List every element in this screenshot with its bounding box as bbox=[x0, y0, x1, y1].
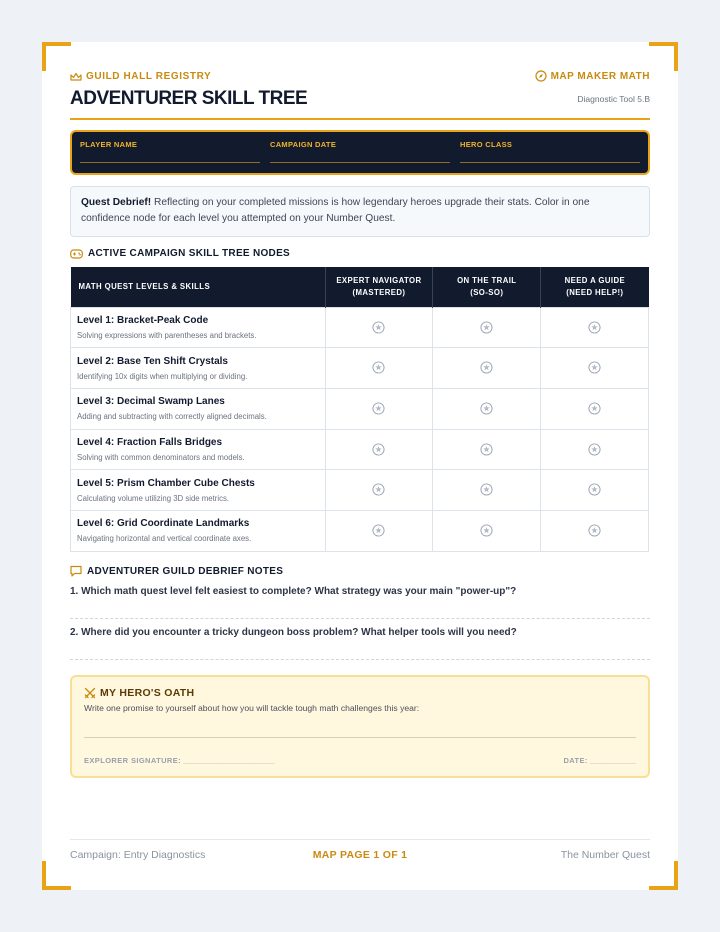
brand-text: MAP MAKER MATH bbox=[550, 70, 650, 82]
oath-date[interactable]: DATE: __________ bbox=[563, 756, 636, 765]
table-row bbox=[71, 388, 649, 429]
expert-header-line1: EXPERT NAVIGATOR bbox=[336, 275, 422, 285]
answer-line-2[interactable] bbox=[70, 659, 650, 660]
confidence-node-expert[interactable] bbox=[325, 510, 433, 551]
page-header bbox=[70, 70, 650, 120]
skill-name: Level 6: Grid Coordinate Landmarks bbox=[77, 518, 250, 530]
star-node-icon[interactable] bbox=[372, 483, 385, 496]
campaign-date-line bbox=[270, 162, 450, 163]
star-node-icon[interactable] bbox=[372, 524, 385, 537]
star-node-icon[interactable] bbox=[480, 402, 493, 415]
star-node-icon[interactable] bbox=[588, 483, 601, 496]
star-node-icon[interactable] bbox=[372, 321, 385, 334]
oath-instructions: Write one promise to yourself about how you will tackle tough math challenges this year: bbox=[84, 703, 420, 713]
column-header-expert bbox=[325, 267, 433, 307]
skill-section-heading bbox=[70, 248, 290, 259]
table-row bbox=[71, 307, 649, 348]
answer-line-1[interactable] bbox=[70, 618, 650, 619]
confidence-node-trail[interactable] bbox=[433, 348, 541, 389]
oath-heading bbox=[84, 687, 636, 699]
hero-class-field[interactable] bbox=[460, 132, 640, 173]
trail-header-line2: (SO-SO) bbox=[470, 287, 504, 297]
confidence-node-guide[interactable] bbox=[541, 510, 649, 551]
quest-debrief-box bbox=[70, 186, 650, 237]
skill-name: Level 2: Base Ten Shift Crystals bbox=[77, 355, 228, 367]
star-node-icon[interactable] bbox=[588, 443, 601, 456]
confidence-node-trail[interactable] bbox=[433, 388, 541, 429]
confidence-node-guide[interactable] bbox=[541, 429, 649, 470]
confidence-node-expert[interactable] bbox=[325, 470, 433, 511]
skill-description: Adding and subtracting with correctly aligned decimals. bbox=[77, 412, 267, 422]
hero-class-line bbox=[460, 162, 640, 163]
column-header-skill: MATH QUEST LEVELS & SKILLS bbox=[71, 267, 326, 307]
reflection-question-2: 2. Where did you encounter a tricky dungeon boss problem? What helper tools will you need? bbox=[70, 627, 517, 638]
notes-section-heading bbox=[70, 565, 283, 577]
skill-name: Level 3: Decimal Swamp Lanes bbox=[77, 396, 225, 408]
confidence-node-guide[interactable] bbox=[541, 388, 649, 429]
star-node-icon[interactable] bbox=[588, 524, 601, 537]
skill-cell bbox=[71, 388, 326, 429]
skill-description: Identifying 10x digits when multiplying or dividing. bbox=[77, 371, 248, 381]
chat-bubble-icon bbox=[70, 565, 82, 577]
star-node-icon[interactable] bbox=[372, 402, 385, 415]
kicker-label: GUILD HALL REGISTRY bbox=[86, 71, 212, 82]
compass-icon bbox=[535, 70, 547, 82]
campaign-date-label: CAMPAIGN DATE bbox=[270, 140, 337, 149]
skill-description: Solving expressions with parentheses and brackets. bbox=[77, 330, 257, 340]
skill-section-title: ACTIVE CAMPAIGN SKILL TREE NODES bbox=[88, 248, 291, 259]
confidence-node-trail[interactable] bbox=[433, 307, 541, 348]
confidence-node-expert[interactable] bbox=[325, 388, 433, 429]
skill-cell bbox=[71, 429, 326, 470]
skill-name: Level 5: Prism Chamber Cube Chests bbox=[77, 477, 255, 489]
table-row bbox=[71, 510, 649, 551]
confidence-node-expert[interactable] bbox=[325, 429, 433, 470]
footer-page-number: MAP PAGE 1 OF 1 bbox=[312, 849, 408, 861]
star-node-icon[interactable] bbox=[588, 321, 601, 334]
player-name-label: PLAYER NAME bbox=[80, 140, 138, 149]
confidence-node-expert[interactable] bbox=[325, 307, 433, 348]
column-header-guide bbox=[541, 267, 649, 307]
player-info-bar bbox=[70, 130, 650, 175]
confidence-node-trail[interactable] bbox=[433, 510, 541, 551]
notes-section-title: ADVENTURER GUILD DEBRIEF NOTES bbox=[87, 565, 284, 577]
confidence-node-guide[interactable] bbox=[541, 307, 649, 348]
corner-bracket-top-left bbox=[42, 42, 71, 71]
footer-series: The Number Quest bbox=[560, 849, 650, 861]
page-title: ADVENTURER SKILL TREE bbox=[70, 88, 308, 109]
star-node-icon[interactable] bbox=[480, 321, 493, 334]
corner-bracket-bottom-left bbox=[42, 861, 71, 890]
oath-title: MY HERO'S OATH bbox=[100, 687, 195, 699]
skill-cell bbox=[71, 307, 326, 348]
footer-campaign: Campaign: Entry Diagnostics bbox=[70, 849, 206, 861]
table-header-row bbox=[71, 267, 649, 307]
confidence-node-trail[interactable] bbox=[433, 470, 541, 511]
expert-header-line2: (MASTERED) bbox=[352, 287, 406, 297]
table-row bbox=[71, 470, 649, 511]
worksheet-page bbox=[42, 42, 678, 890]
corner-bracket-top-right bbox=[649, 42, 678, 71]
explorer-signature[interactable]: EXPLORER SIGNATURE: ____________________ bbox=[84, 756, 275, 765]
column-header-trail bbox=[433, 267, 541, 307]
skill-cell bbox=[71, 510, 326, 551]
star-node-icon[interactable] bbox=[480, 361, 493, 374]
tool-version: Diagnostic Tool 5.B bbox=[577, 94, 650, 104]
table-row bbox=[71, 429, 649, 470]
skill-name: Level 1: Bracket-Peak Code bbox=[77, 314, 209, 326]
trail-header-line1: ON THE TRAIL bbox=[457, 275, 517, 285]
crown-icon bbox=[70, 72, 82, 82]
hero-oath-box bbox=[70, 675, 650, 778]
reflection-question-1: 1. Which math quest level felt easiest to complete? What strategy was your main "power-up"? bbox=[70, 586, 517, 597]
guide-header-line2: (NEED HELP!) bbox=[566, 287, 624, 297]
campaign-date-field[interactable] bbox=[270, 132, 450, 173]
brand-label bbox=[535, 70, 650, 82]
skill-description: Calculating volume utilizing 3D side metrics. bbox=[77, 493, 230, 503]
table-row bbox=[71, 348, 649, 389]
skill-description: Solving with common denominators and models. bbox=[77, 452, 245, 462]
skill-tree-table bbox=[70, 267, 649, 552]
confidence-node-expert[interactable] bbox=[325, 348, 433, 389]
star-node-icon[interactable] bbox=[588, 402, 601, 415]
debrief-text: Reflecting on your completed missions is how legendary heroes upgrade their stats. Color in one confidence node for each level you attempted on your Number Quest. bbox=[81, 197, 590, 224]
corner-bracket-bottom-right bbox=[649, 861, 678, 890]
skill-name: Level 4: Fraction Falls Bridges bbox=[77, 436, 223, 448]
skill-description: Navigating horizontal and vertical coordinate axes. bbox=[77, 534, 252, 544]
skill-cell bbox=[71, 348, 326, 389]
header-kicker bbox=[70, 71, 211, 82]
star-node-icon[interactable] bbox=[372, 361, 385, 374]
star-node-icon[interactable] bbox=[588, 361, 601, 374]
crossed-swords-icon bbox=[84, 687, 96, 699]
confidence-node-guide[interactable] bbox=[541, 470, 649, 511]
star-node-icon[interactable] bbox=[372, 443, 385, 456]
confidence-node-guide[interactable] bbox=[541, 348, 649, 389]
oath-writing-line[interactable] bbox=[84, 737, 636, 738]
star-node-icon[interactable] bbox=[480, 483, 493, 496]
guide-header-line1: NEED A GUIDE bbox=[564, 275, 626, 285]
hero-class-label: HERO CLASS bbox=[460, 140, 513, 149]
gamepad-icon bbox=[70, 249, 83, 259]
player-name-line bbox=[80, 162, 260, 163]
star-node-icon[interactable] bbox=[480, 524, 493, 537]
page-footer bbox=[70, 839, 650, 869]
confidence-node-trail[interactable] bbox=[433, 429, 541, 470]
player-name-field[interactable] bbox=[80, 132, 260, 173]
skill-cell bbox=[71, 470, 326, 511]
star-node-icon[interactable] bbox=[480, 443, 493, 456]
debrief-lead: Quest Debrief! bbox=[81, 197, 152, 208]
